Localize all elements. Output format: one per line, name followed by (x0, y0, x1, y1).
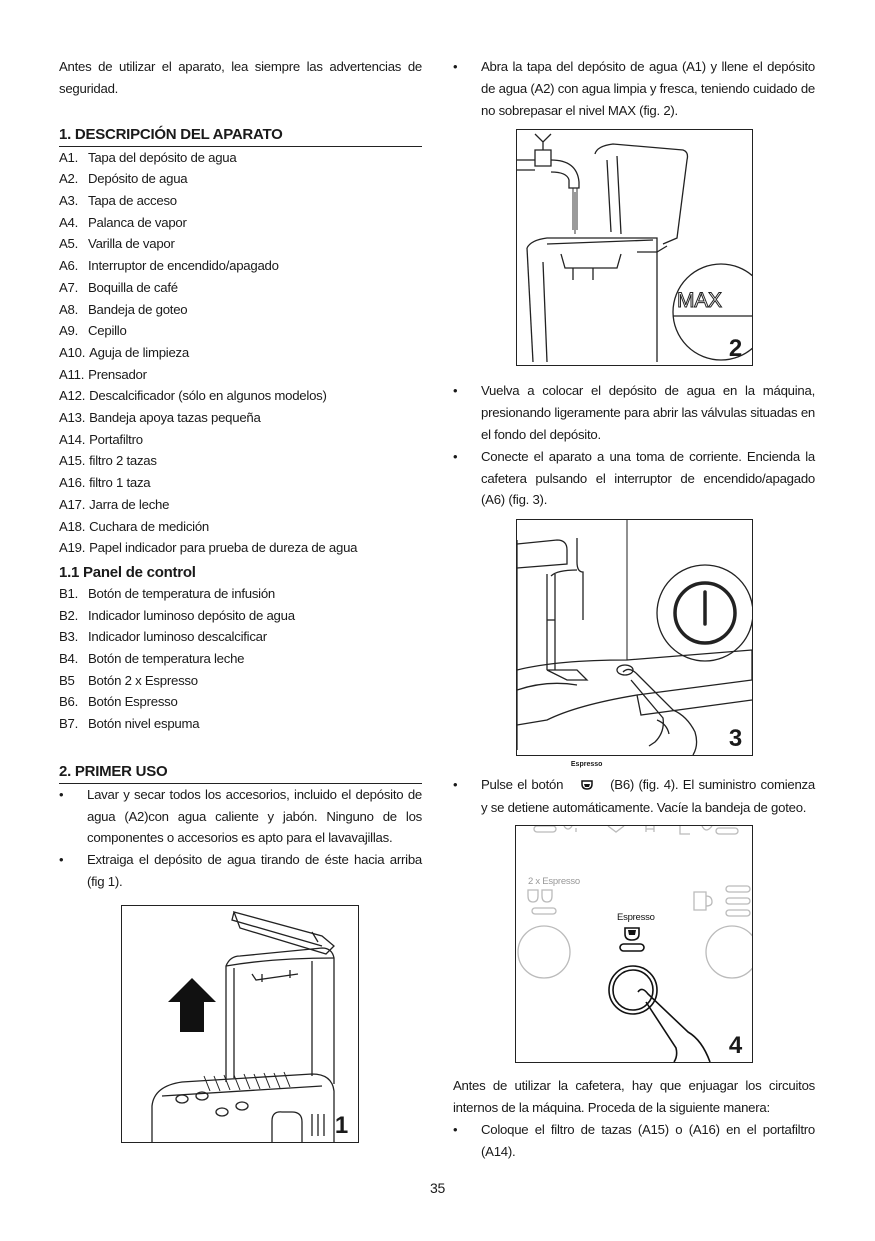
list-item (59, 494, 422, 516)
item-label: Portafiltro (89, 431, 143, 447)
page-number: 35 (429, 1180, 446, 1196)
list-item: • Vuelva a colocar el depósito de agua en la máquina, presionando ligeramente para abrir las válvulas situadas en el fondo del depósito. (453, 383, 815, 442)
list-item (59, 691, 422, 713)
figure-3 (516, 519, 753, 756)
item-code: A1. (59, 149, 79, 165)
list-item: • Coloque el filtro de tazas (A15) o (A16) en el portafiltro (A14). (453, 1121, 815, 1159)
list-item: • Extraiga el depósito de agua tirando de éste hacia arriba (fig 1). (59, 852, 422, 890)
cup-icon (581, 780, 593, 790)
item-label: Botón nivel espuma (88, 716, 200, 732)
list-item (59, 407, 422, 429)
item-code: A5. (59, 236, 79, 252)
item-label: Cepillo (88, 323, 127, 339)
list-item (59, 255, 422, 277)
list-item: • Lavar y secar todos los accesorios, incluido el depósito de agua (A2)con agua caliente y jabón. Ninguno de los componentes o accesorios es apto para el lavavajillas. (59, 786, 422, 846)
list-item (59, 168, 422, 190)
list-item (59, 429, 422, 451)
rinse-intro: Antes de utilizar la cafetera, hay que enjuagar los circuitos internos de la máquina. Proceda de la siguiente manera: (453, 1078, 815, 1116)
safety-intro: Antes de utilizar el aparato, lea siempre las advertencias de seguridad. (59, 59, 422, 96)
item-code: B7. (59, 716, 79, 732)
figure-2 (516, 129, 753, 366)
item-code: A8. (59, 301, 79, 317)
first-use-bullets (59, 784, 422, 893)
figure-4 (515, 825, 753, 1063)
item-code: A9. (59, 323, 79, 339)
item-label: Cuchara de medición (89, 518, 210, 534)
item-code: B1. (59, 585, 79, 601)
item-label: Botón 2 x Espresso (88, 672, 198, 688)
list-item (59, 450, 422, 472)
figure-1 (121, 905, 359, 1143)
list-item: • Conecte el aparato a una toma de corriente. Encienda la cafetera pulsando el interruptor de encendido/apagado (A6) (fig. 3). (453, 448, 815, 508)
item-code: A12. (59, 388, 86, 404)
item-code: B5 (59, 672, 75, 688)
item-code: B2. (59, 607, 79, 623)
list-item (59, 320, 422, 342)
tank-filling-illustration (517, 130, 752, 365)
right-column (453, 56, 815, 1163)
item-code: A15. (59, 453, 86, 469)
list-item (59, 212, 422, 234)
figure-number: 1 (334, 1111, 348, 1139)
section-2-title: 2. PRIMER USO (59, 762, 422, 784)
list-item (59, 648, 422, 670)
list-item (59, 605, 422, 627)
espresso-button-icon: Espresso (568, 775, 606, 797)
section-1-title: 1. DESCRIPCIÓN DEL APARATO (59, 125, 422, 147)
item-label: Indicador luminoso descalcificar (88, 629, 267, 645)
list-item (59, 626, 422, 648)
list-item (59, 385, 422, 407)
espresso-label: Espresso (617, 912, 655, 924)
filter-bullet (453, 1119, 815, 1163)
item-code: B6. (59, 694, 79, 710)
item-label: Botón de temperatura de infusión (88, 585, 276, 601)
item-code: A16. (59, 475, 86, 491)
item-label: Bandeja apoya tazas pequeña (89, 410, 261, 426)
item-label: Tapa del depósito de agua (88, 149, 237, 165)
list-item (59, 299, 422, 321)
list-item: • Abra la tapa del depósito de agua (A1) y llene el depósito de agua (A2) con agua limpia y fresca, teniendo cuidado de no sobrepasar el nivel MAX (fig. 2). (453, 59, 815, 118)
item-label: Jarra de leche (89, 496, 170, 512)
item-label: Depósito de agua (88, 171, 188, 187)
item-code: A11. (59, 366, 85, 382)
list-item (59, 537, 422, 559)
item-code: A2. (59, 171, 79, 187)
list-item (59, 364, 422, 386)
list-item (59, 516, 422, 538)
item-label: Prensador (88, 366, 147, 382)
tank-removal-illustration (122, 906, 358, 1142)
max-label: MAX (677, 289, 722, 313)
item-label: Palanca de vapor (88, 214, 187, 230)
item-label: Indicador luminoso depósito de agua (88, 607, 295, 623)
item-label: Varilla de vapor (88, 236, 175, 252)
list-item: • Pulse el botón Espresso (B6) (fig. 4). El suministro comienza y se detiene automáticamente. Vacíe la bandeja de goteo. (453, 760, 815, 815)
item-label: Interruptor de encendido/apagado (88, 258, 279, 274)
list-item (59, 342, 422, 364)
left-column (59, 56, 422, 1143)
figure-number: 2 (728, 335, 742, 363)
item-label: Botón de temperatura leche (88, 651, 245, 667)
item-label: Papel indicador para prueba de dureza de agua (89, 540, 358, 556)
list-item (59, 147, 422, 169)
two-espresso-label: 2 x Espresso (528, 876, 580, 888)
power-on-illustration (517, 520, 752, 755)
item-code: A6. (59, 258, 79, 274)
item-code: A17. (59, 496, 86, 512)
arrow-up-icon (168, 978, 216, 1032)
figure-number: 3 (728, 725, 742, 753)
control-panel-list (59, 583, 422, 735)
item-label: filtro 2 tazas (89, 453, 157, 469)
item-code: A18. (59, 518, 86, 534)
item-label: Descalcificador (sólo en algunos modelos) (89, 388, 327, 404)
item-label: Aguja de limpieza (89, 344, 189, 360)
reinsert-power-bullets (453, 380, 815, 511)
item-label: Botón Espresso (88, 694, 178, 710)
figure-number: 4 (728, 1032, 742, 1060)
espresso-button-illustration (516, 826, 752, 1062)
item-code: A19. (59, 540, 86, 556)
item-code: A4. (59, 214, 79, 230)
item-code: A7. (59, 279, 79, 295)
control-panel-title: 1.1 Panel de control (59, 563, 196, 581)
item-code: B4. (59, 651, 79, 667)
item-code: B3. (59, 629, 79, 645)
list-item (59, 233, 422, 255)
list-item (59, 277, 422, 299)
item-label: Boquilla de café (88, 279, 178, 295)
list-item (59, 190, 422, 212)
list-item (59, 472, 422, 494)
espresso-bullet (453, 760, 815, 818)
list-item (59, 713, 422, 735)
fill-tank-bullet (453, 56, 815, 121)
item-code: A3. (59, 193, 79, 208)
parts-list (59, 147, 422, 559)
list-item (59, 670, 422, 692)
list-item (59, 583, 422, 605)
item-label: Bandeja de goteo (88, 301, 188, 317)
item-code: A14. (59, 431, 86, 447)
item-label: filtro 1 taza (89, 475, 151, 491)
item-code: A10. (59, 344, 86, 360)
item-code: A13. (59, 410, 86, 426)
item-label: Tapa de acceso (88, 193, 177, 208)
